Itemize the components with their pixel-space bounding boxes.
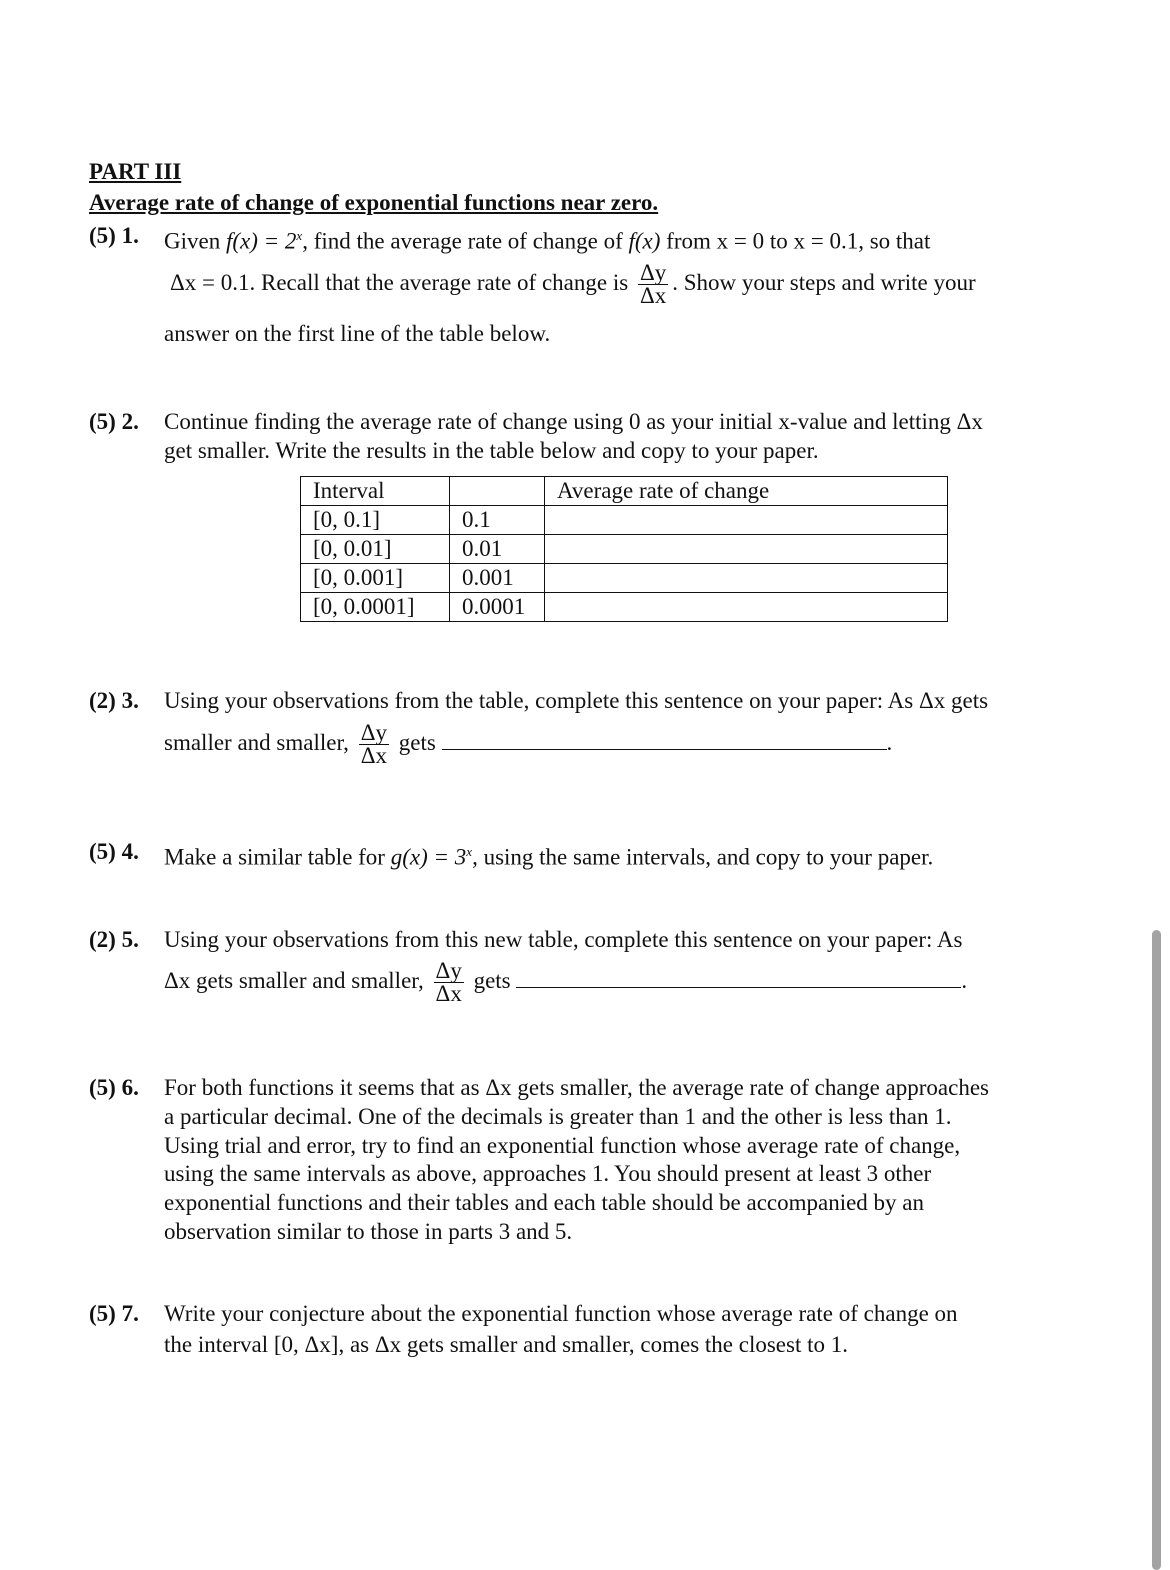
question-2-line-1: Continue finding the average rate of change using 0 as your initial x-value and letting Δx	[164, 409, 983, 434]
fraction-dy-dx	[434, 960, 464, 1005]
vertical-scrollbar[interactable]	[1152, 930, 1161, 1570]
cell-answer[interactable]	[545, 564, 948, 593]
question-3-line-1: Using your observations from the table, complete this sentence on your paper: As Δx gets	[164, 688, 989, 713]
text: Make a similar table for	[164, 844, 391, 870]
cell-dx: 0.001	[450, 564, 545, 593]
text: Δx gets smaller and smaller,	[164, 967, 430, 993]
text: , find the average rate of change of	[302, 228, 629, 254]
text: . Show your steps and write your	[672, 269, 976, 295]
question-6-line: For both functions it seems that as Δx gets smaller, the average rate of change approaches	[164, 1075, 989, 1100]
cell-answer[interactable]	[545, 593, 948, 622]
fraction-dy-dx	[638, 262, 668, 307]
rate-table	[300, 476, 948, 622]
question-7-line: the interval [0, Δx], as Δx gets smaller and smaller, comes the closest to 1.	[164, 1332, 848, 1357]
text: from x = 0 to x = 0.1, so that	[660, 228, 931, 254]
question-5-line-2: Δx gets smaller and smaller, $\frac{\Delta y}{\Delta x}$ gets .	[164, 958, 968, 1006]
question-7-line: Write your conjecture about the exponential function whose average rate of change on	[164, 1301, 958, 1326]
cell-answer[interactable]	[545, 506, 948, 535]
question-number: (5) 4.	[89, 839, 139, 864]
question-6-line: observation similar to those in parts 3 and 5.	[164, 1219, 573, 1244]
numerator: Δy	[639, 260, 667, 285]
part-title: PART III	[89, 159, 182, 184]
question-number: (2) 5.	[89, 927, 139, 952]
function-expr: f(x)	[628, 228, 661, 254]
cell-answer[interactable]	[545, 535, 948, 564]
answer-blank[interactable]	[516, 969, 961, 988]
text: , using the same intervals, and copy to your paper.	[472, 844, 934, 870]
question-number: (2) 3.	[89, 688, 139, 713]
question-6-line: exponential functions and their tables and each table should be accompanied by an	[164, 1190, 925, 1215]
question-6-line: a particular decimal. One of the decimals is greater than 1 and the other is less than 1.	[164, 1104, 952, 1129]
header-avg-rate: Average rate of change	[545, 477, 948, 506]
section-title: Average rate of change of exponential functions near zero.	[89, 190, 659, 215]
question-1-line-3: answer on the first line of the table below.	[164, 321, 551, 346]
table-row	[301, 593, 948, 622]
question-4-line	[164, 838, 933, 872]
answer-blank[interactable]	[442, 731, 887, 750]
question-1-line-1	[164, 222, 930, 256]
text: gets	[467, 967, 511, 993]
question-number: (5) 7.	[89, 1301, 139, 1326]
question-2-line-2: get smaller. Write the results in the table below and copy to your paper.	[164, 438, 819, 463]
cell-dx: 0.1	[450, 506, 545, 535]
function-expr: f(x) = 2	[225, 228, 297, 254]
cell-interval: [0, 0.1]	[301, 506, 450, 535]
header-dx	[450, 477, 545, 506]
question-5-line-1: Using your observations from this new table, complete this sentence on your paper: As	[164, 927, 963, 952]
denominator: Δx	[435, 981, 462, 1006]
question-6-line: using the same intervals as above, approaches 1. You should present at least 3 other	[164, 1161, 932, 1186]
numerator: Δy	[435, 958, 462, 983]
cell-dx: 0.0001	[450, 593, 545, 622]
function-expr: g(x) = 3	[390, 844, 467, 870]
table-header-row	[301, 477, 948, 506]
question-number: (5) 2.	[89, 409, 139, 434]
denominator: Δx	[360, 743, 387, 768]
text: gets	[392, 729, 436, 755]
table-row	[301, 535, 948, 564]
question-number: (5) 1.	[89, 223, 139, 248]
text: Given	[164, 228, 226, 254]
text: smaller and smaller,	[164, 729, 355, 755]
text: Δx = 0.1. Recall that the average rate of change is	[170, 269, 634, 295]
cell-interval: [0, 0.0001]	[301, 593, 450, 622]
cell-interval: [0, 0.01]	[301, 535, 450, 564]
numerator: Δy	[360, 720, 387, 745]
cell-dx: 0.01	[450, 535, 545, 564]
question-number: (5) 6.	[89, 1075, 139, 1100]
exponent: x	[466, 844, 473, 859]
denominator: Δx	[639, 283, 667, 308]
question-3-line-2: smaller and smaller, $\frac{\Delta y}{\Delta x}$ gets .	[164, 720, 893, 768]
exponent: x	[296, 228, 303, 243]
table-row	[301, 564, 948, 593]
question-6-line: Using trial and error, try to find an exponential function whose average rate of change,	[164, 1133, 961, 1158]
fraction-dy-dx	[359, 722, 389, 767]
table-row	[301, 506, 948, 535]
cell-interval: [0, 0.001]	[301, 564, 450, 593]
header-interval: Interval	[301, 477, 450, 506]
question-1-line-2	[170, 262, 976, 307]
